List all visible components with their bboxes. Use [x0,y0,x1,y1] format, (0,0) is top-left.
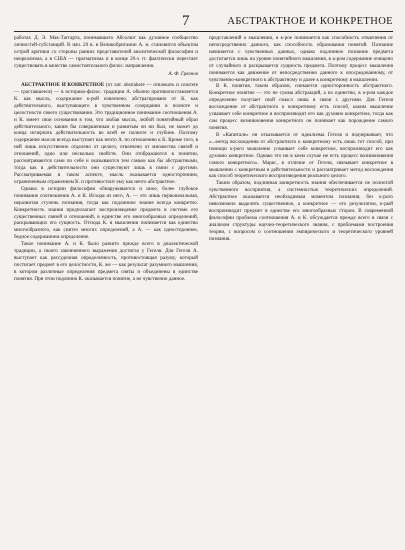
article-intro-text: (от лат. abstrahere — отвлекать и concrete — сраставшееся) — в историко-филос. традиции А. обычно противопоставляется К. как мысль, содержание к-рой извлечено, абстрагировано от К. как действительного, выступающего в чувственном созерцании в полноте и целостности своего существования. Это традиционное понимание соотношения А. и К. имеет свои основания в том, что любая мысль, любой понятийный образ действительного, каким бы совершенным и развитым он ни был, не может до конца исчерпать действительность во всей ее полноте и глубине. Поэтому содержание мысли всегда выступает как нечто А. по отношению к К. Кроме того, в ней лишь искусственно отделено от целого, отвлечено от множества связей и отношений, одно или несколько свойств. Они отображаются в понятии, рассматриваются сами по себе и оказываются тем самым как бы абстрактными, тогда как в действительности они существуют лишь в связи с другими. Рассматриваемая в таком аспекте, мысль оказывается односторонним, ограниченным отражением К. и противостоит ему как нечто абстрактное. [14,82,198,185]
article-intro [14,82,198,186]
article-paragraph: В «Капитале» он отказывается от идеализма Гегеля и подчеркивает, что «...метод восхождения от абстрактного к конкретному есть лишь тот способ, при помощи к-рого мышление усваивает себе конкретное, воспроизводит его как духовно конкретное. Однако это ни в коем случае не есть процесс возникновения самого конкретного». Маркс, в отличие от Гегеля, связывает конкретное в мышлении с конкретным в действительности и рассматривает метод восхождения как способ теоретического воспроизведения реального целого. [209,131,393,180]
running-title: АБСТРАКТНОЕ И КОНКРЕТНОЕ [227,16,393,27]
running-header [14,13,393,32]
right-column [209,35,393,550]
author-signature: А. Ф. Грязнов [168,71,198,78]
article-headword: АБСТРАКТНОЕ И КОНКРЕТНОЕ [21,82,105,89]
article-paragraph: представлений о мышлении, в к-рое понимается как способность отвлечения от непосредственно данного, как способность образования понятий. Познание начинается с чувственных данных, однако подлинное познание предмета достигается лишь на уровне понятийного мышления, в к-ром содержание очищено от случайного и раскрывается сущность предмета. Поэтому процесс мышления понимается как движение от непосредственно данного к опосредованному, от чувственно-конкретного к абстрактному и далее к конкретному в мышлении. [209,35,393,83]
article-paragraph: В К. понятия, таким образом, снимается односторонность абстрактного. Конкретное понятие — это не сумма абстракций, а их единство, в к-ром каждое определение получает свой смысл лишь в связи с другими. Для Гегеля восхождение от абстрактного к конкретному есть способ, каким мышление усваивает себе конкретное и воспроизводит его как духовно конкретное, тогда как сам процесс возникновения конкретного он понимает как порождение самого понятия. [209,83,393,131]
page-number: 7 [182,13,190,29]
previous-article-ending: работах Д. Э. Мак-Таггарта, понимавшего Абсолют как духовное сообщество личностей-субстанций. В нач. 20 в. в Великобритании А. н. становится объектом острой критики со стороны ранних представителей аналитической философии и неореализма, а в США — прагматизма и в конце 20-х гг. фактически перестает существовать в качестве самостоятельного филос. направления. [14,35,198,69]
article-paragraph: Однако в истории философии обнаруживается и иное, более глубокое понимание соотношения А. и К. Исходя из него, А. — это лишь первоначальная, неразвитая ступень познания, тогда как подлинное знание всегда конкретно. Конкретность знания предполагает воспроизведение предмета в системе его существенных связей и отношений, в единстве его многообразных определений, раскрывающих его сущность. Отсюда К. в мышлении понимается как единство многообразного, как синтез многих определений, а А. — как одностороннее, бедное содержанием определение. [14,185,198,241]
article-paragraph: Таким образом, подлинная конкретность знания обеспечивается не полнотой чувственного восприятия, а системностью теоретических определений. Абстрактное оказывается необходимым моментом познания, без к-рого невозможно выделить существенное, а конкретное — его результатом, к-рый воспроизводит предмет в единстве его многообразных сторон. В современной философии проблема соотношения А. и К. обсуждается прежде всего в связи с анализом структуры научно-теоретического знания, с проблемами построения теории, с вопросом о соотношении эмпирического и теоретического уровней познания. [209,180,393,242]
left-column [14,35,198,550]
text-columns [14,35,393,550]
article-paragraph: Такое понимание А. и К. было развито прежде всего в диалектической традиции, а своего законченного выражения достигло у Гегеля. Для Гегеля А. выступает как рассудочная определенность, противостоящая разуму, который постигает предмет в его целостности, К. же — как результат разумного мышления, в котором различные определения предмета сняты и объединены в единстве понятия. При этом подлинно К. оказывается понятие, а не чувственно данное. [14,241,198,282]
